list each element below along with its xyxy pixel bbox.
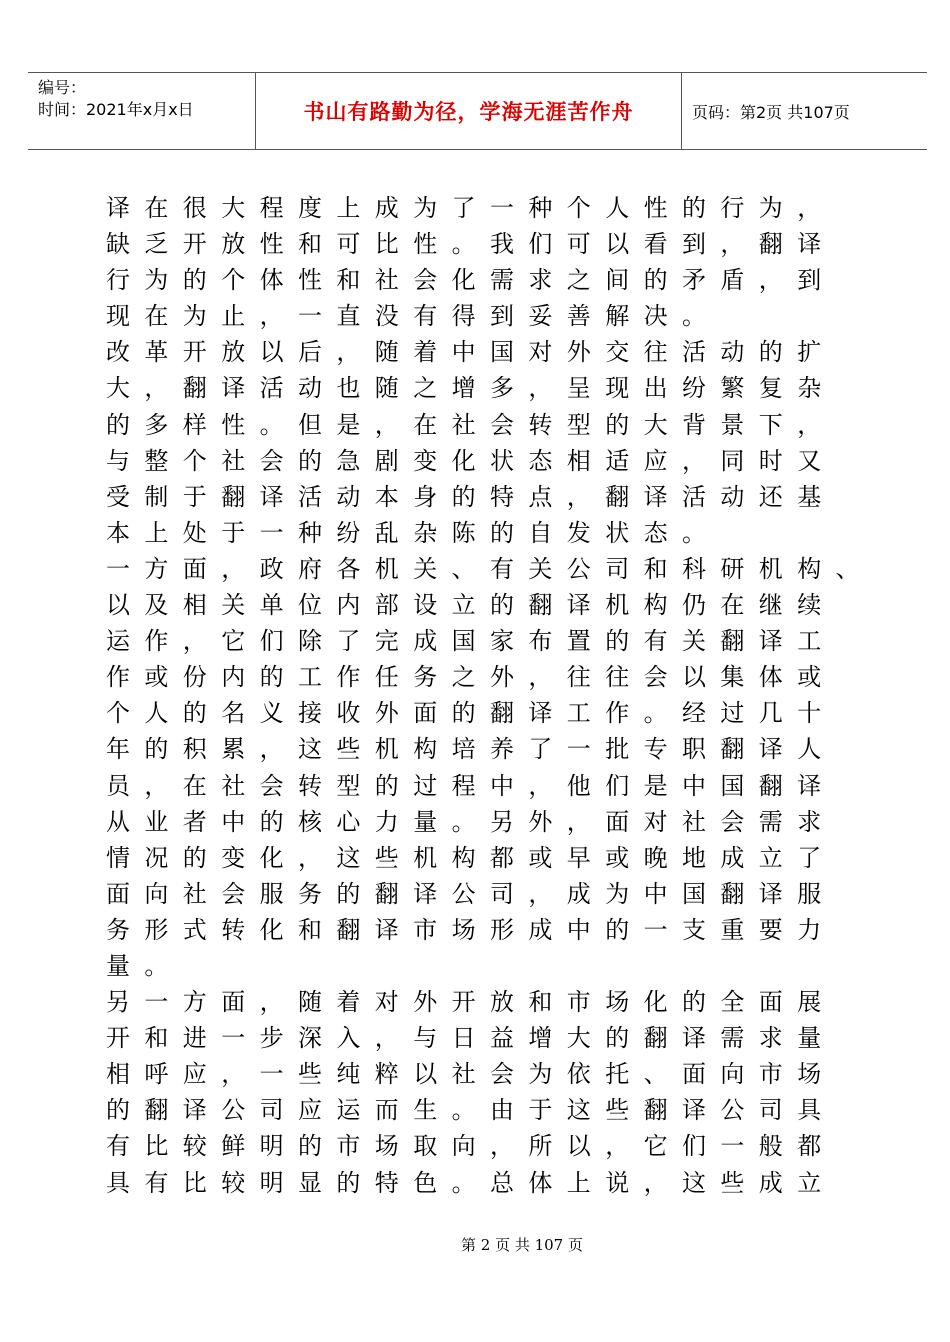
text-line: 一方面，政府各机关、有关公司和科研机构、: [106, 554, 874, 583]
text-line: 改革开放以后，随着中国对外交往活动的扩: [106, 338, 836, 367]
text-line: 年的积累，这些机构培养了一批专职翻译人: [106, 735, 836, 764]
text-line: 另一方面，随着对外开放和市场化的全面展: [106, 988, 836, 1017]
text-line: 开和进一步深入，与日益增大的翻译需求量: [106, 1024, 836, 1053]
text-line: 现在为止，一直没有得到妥善解决。: [106, 302, 721, 331]
text-line: 的翻译公司应运而生。由于这些翻译公司具: [106, 1096, 836, 1125]
text-line: 具有比较明显的特色。总体上说，这些成立: [106, 1168, 836, 1197]
text-line: 个人的名义接收外面的翻译工作。经过几十: [106, 699, 836, 728]
text-line: 有比较鲜明的市场取向，所以，它们一般都: [106, 1132, 836, 1161]
text-line: 员，在社会转型的过程中，他们是中国翻译: [106, 771, 836, 800]
text-line: 受制于翻译活动本身的特点，翻译活动还基: [106, 482, 836, 511]
text-line: 以及相关单位内部设立的翻译机构仍在继续: [106, 591, 836, 620]
body-text: [106, 190, 874, 1201]
footer-page-number: 第 2 页 共 107 页: [460, 1236, 583, 1254]
text-line: 的多样性。但是，在社会转型的大背景下，: [106, 410, 836, 439]
text-line: 译在很大程度上成为了一种个人性的行为，: [106, 194, 836, 222]
time-label: 时间：2021年x月x日: [38, 100, 194, 119]
text-line: 务形式转化和翻译市场形成中的一支重要力: [106, 915, 836, 944]
text-line: 与整个社会的急剧变化状态相适应，同时又: [106, 446, 836, 475]
text-line: 相呼应，一些纯粹以社会为依托、面向市场: [106, 1060, 836, 1089]
header-motto: 书山有路勤为径，学海无涯苦作舟: [256, 73, 682, 149]
text-line: 本上处于一种纷乱杂陈的自发状态。: [106, 518, 721, 547]
document-header: [28, 72, 927, 150]
text-line: 缺乏开放性和可比性。我们可以看到，翻译: [106, 230, 836, 259]
text-line: 大，翻译活动也随之增多，呈现出纷繁复杂: [106, 374, 836, 403]
text-line: 作或份内的工作任务之外，往往会以集体或: [106, 663, 836, 692]
text-line: 从业者中的核心力量。另外，面对社会需求: [106, 807, 836, 836]
text-line: 运作，它们除了完成国家布置的有关翻译工: [106, 627, 836, 656]
text-line: 面向社会服务的翻译公司，成为中国翻译服: [106, 879, 836, 908]
header-meta: [28, 73, 256, 149]
text-line: 行为的个体性和社会化需求之间的矛盾，到: [106, 266, 836, 295]
page-footer: [0, 1234, 950, 1255]
number-label: 编号：: [38, 78, 87, 97]
text-line: 量。: [106, 951, 183, 980]
header-page-info: 页码：第2页 共107页: [692, 102, 850, 122]
text-line: 情况的变化，这些机构都或早或晚地成立了: [106, 843, 836, 872]
